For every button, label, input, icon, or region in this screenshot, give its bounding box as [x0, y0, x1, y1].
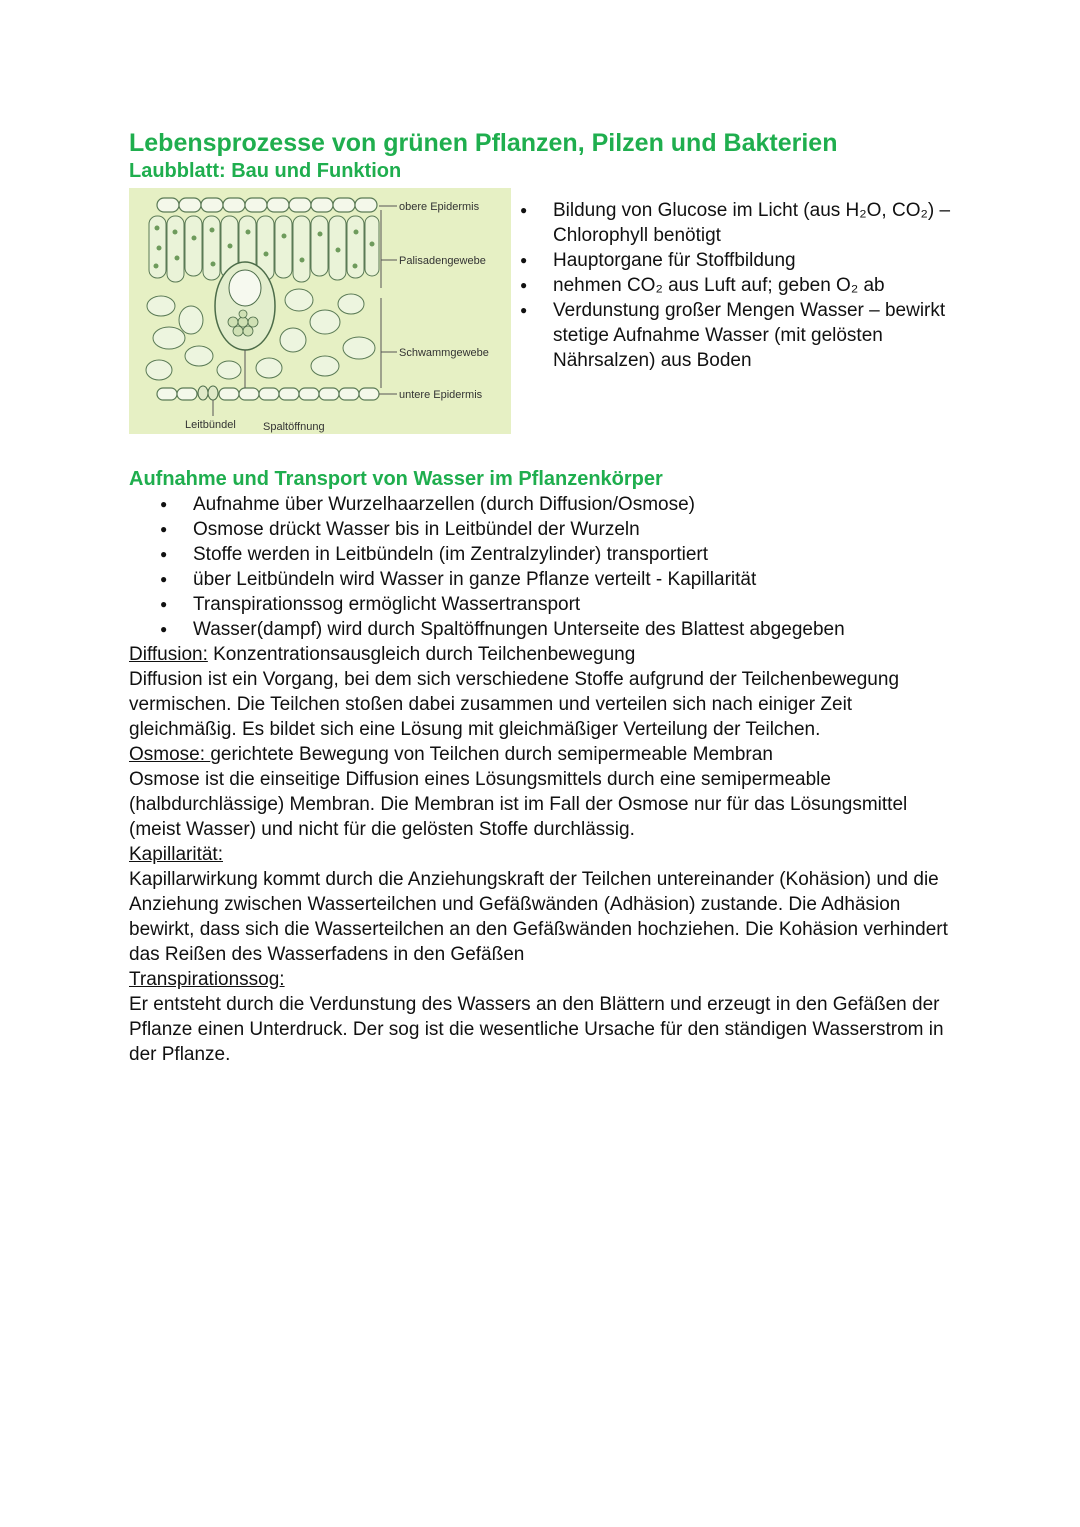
label-spaltoeffnung: Spaltöffnung — [263, 421, 325, 433]
list-item: ● Hauptorgane für Stoffbildung — [520, 248, 980, 273]
osmose-definition-text: gerichtete Bewegung von Teilchen durch semipermeable Membran — [210, 744, 773, 765]
osmose-paragraph: Osmose ist die einseitige Diffusion eines Lösungsmittels durch eine semipermeable (halbdurchlässige) Membran. Die Membran ist im Fall der Osmose nur für das Lösungsmittel (meist Wasser) und nicht für die gelösten Stoffe durchlässig. — [129, 769, 908, 840]
vascular-bundle — [215, 262, 275, 350]
osmose-term: Osmose: — [129, 744, 211, 765]
section-heading-laubblatt: Laubblatt: Bau und Funktion — [129, 160, 402, 182]
list-item: ● Aufnahme über Wurzelhaarzellen (durch Diffusion/Osmose) — [129, 492, 959, 517]
kapillaritaet-heading — [129, 842, 959, 867]
transpirationssog-paragraph: Er entsteht durch die Verdunstung des Wassers an den Blättern und erzeugt in den Gefäßen der Pflanze einen Unterdruck. Der sog ist die wesentliche Ursache für den ständigen Wasserstrom in der Pflanze. — [129, 994, 944, 1065]
water-transport-list — [129, 492, 959, 642]
transpirationssog-heading — [129, 967, 959, 992]
label-untere-epidermis: untere Epidermis — [399, 389, 483, 401]
lower-epidermis-cells — [157, 388, 379, 400]
kapillaritaet-paragraph: Kapillarwirkung kommt durch die Anziehungskraft der Teilchen untereinander (Kohäsion) und die Anziehung zwischen Wasserteilchen und Gefäßwänden (Adhäsion) zustande. Die Adhäsion bewirkt, dass sich die Wasserteilchen an den Gefäßwänden hochziehen. Die Kohäsion verhindert das Reißen des Wasserfadens in den Gefäßen — [129, 869, 948, 965]
list-item: ● Osmose drückt Wasser bis in Leitbündel der Wurzeln — [129, 517, 959, 542]
list-item: ● Verdunstung großer Mengen Wasser – bewirkt stetige Aufnahme Wasser (mit gelösten Nährsalzen) aus Boden — [520, 298, 980, 373]
upper-epidermis-cells — [157, 198, 377, 212]
list-item: ● nehmen CO₂ aus Luft auf; geben O₂ ab — [520, 273, 980, 298]
stoma — [198, 386, 218, 400]
list-item: ● über Leitbündeln wird Wasser in ganze Pflanze verteilt - Kapillarität — [129, 567, 959, 592]
label-palisadengewebe: Palisadengewebe — [399, 255, 486, 267]
section-heading-wasser: Aufnahme und Transport von Wasser im Pflanzenkörper — [129, 468, 663, 490]
diffusion-definition-text: Konzentrationsausgleich durch Teilchenbewegung — [207, 644, 636, 665]
leaf-function-list — [520, 198, 980, 373]
transpirationssog-term: Transpirationssog: — [129, 969, 285, 990]
document-page — [129, 128, 959, 1067]
list-item: ● Transpirationssog ermöglicht Wassertransport — [129, 592, 959, 617]
list-item: ● Bildung von Glucose im Licht (aus H₂O, CO₂) – Chlorophyll benötigt — [520, 198, 980, 248]
kapillaritaet-term: Kapillarität: — [129, 844, 223, 865]
diffusion-paragraph: Diffusion ist ein Vorgang, bei dem sich verschiedene Stoffe aufgrund der Teilchenbewegung vermischen. Die Teilchen stoßen dabei zusammen und verteilen sich nach einiger Zeit gleichmäßig. Es bildet sich eine Lösung mit gleichmäßiger Verteilung der Teilchen. — [129, 669, 900, 740]
osmose-definition — [129, 742, 959, 767]
list-item: ● Stoffe werden in Leitbündeln (im Zentralzylinder) transportiert — [129, 542, 959, 567]
label-leitbuendel: Leitbündel — [185, 419, 236, 431]
label-schwammgewebe: Schwammgewebe — [399, 347, 489, 359]
label-obere-epidermis: obere Epidermis — [399, 201, 480, 213]
diffusion-definition — [129, 642, 959, 667]
leaf-cross-section-diagram — [129, 188, 511, 434]
list-item: ● Wasser(dampf) wird durch Spaltöffnungen Unterseite des Blattest abgegeben — [129, 617, 959, 642]
page-title: Lebensprozesse von grünen Pflanzen, Pilzen und Bakterien — [129, 129, 838, 157]
leaf-diagram-svg — [129, 188, 511, 434]
diffusion-term: Diffusion: — [129, 644, 208, 665]
section-laubblatt — [129, 188, 959, 458]
